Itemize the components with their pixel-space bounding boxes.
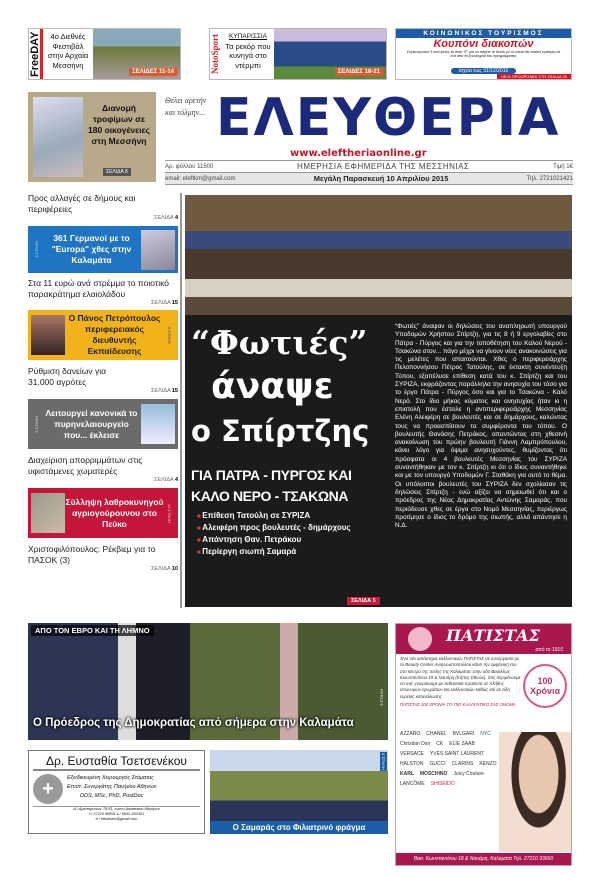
- brand-logo: CLARINS: [451, 761, 474, 767]
- brand-logo: AZZARO: [400, 731, 421, 737]
- lead-headline-1: “Φωτιές”: [191, 323, 368, 362]
- newspaper-logo: ΕΛΕΥΘΕΡΙΑ: [216, 88, 561, 148]
- brand-logo: GUCCI: [429, 761, 446, 767]
- brand-logo: YVES SAINT LAURENT: [429, 751, 484, 757]
- subtitle: ΗΜΕΡΗΣΙΑ ΕΦΗΜΕΡΙΔΑ ΤΗΣ ΜΕΣΣΗΝΙΑΣ: [297, 162, 470, 171]
- item-text: Διαχείριση απορριμμάτων στις υφιστάμενες χωματερές: [28, 455, 143, 476]
- team-photo: [274, 29, 386, 79]
- page-tag: 4 ΣΤΗΛΗ: [34, 241, 39, 258]
- freeday-brand: FreeDAY: [29, 29, 43, 79]
- coupon-text: Συγκεντρώστε 3 από φέτος τα στην "Ε" για να πάρετε το δελτίο με το οποίο θα πάνετε κράτηση σε ένα από τα ξενοδοχεία του προγράμματος: [406, 50, 561, 59]
- list-item[interactable]: [28, 366, 178, 399]
- teaser-petropoulos[interactable]: [28, 310, 178, 360]
- brand-logo: SHISEIDO: [430, 781, 455, 787]
- food-distribution-teaser[interactable]: [28, 92, 156, 182]
- page-tag: 6 ΣΤΗΛΗ: [167, 326, 172, 344]
- column-divider: [180, 193, 182, 608]
- president-photo[interactable]: [28, 623, 388, 740]
- price: Τιμή 1€: [553, 163, 573, 170]
- patistas-ad[interactable]: [395, 623, 572, 866]
- teaser-text: Ο Πάνος Πετρόπουλος περιφερειακός διευθυντής Εκπαίδευσης: [68, 313, 161, 356]
- notosport-ad[interactable]: [209, 28, 387, 80]
- samaras-photo[interactable]: [210, 750, 388, 834]
- president-caption: Ο Πρόεδρος της Δημοκρατίας από σήμερα στην Καλαμάτα: [33, 717, 354, 729]
- festival-photo: [93, 29, 180, 79]
- brand-logo: ELIE SAAB: [449, 741, 475, 747]
- list-item[interactable]: [28, 544, 178, 572]
- page-ref: ΣΕΛΙΔΑ 10: [151, 566, 178, 572]
- dental-cross-icon: +: [33, 774, 63, 804]
- doctor-address: Δ./ Αριστομένους 79-81, έναντι Δικαστικού Μεγάρου: [73, 807, 160, 811]
- page-ref: ΣΕΛΙΔΕΣ 11-14: [129, 68, 177, 76]
- page-tag: 6 ΣΤΗΛΗ: [34, 415, 39, 433]
- portrait-photo: [31, 315, 65, 355]
- food-text: Διανομή τροφίμων σε 180 οικογένειες στη Μεσσήνη: [88, 103, 150, 146]
- lead-headline-2: άναψε: [211, 366, 334, 407]
- notosport-brand: NotoSport: [210, 34, 220, 74]
- brand-logo: CK: [436, 741, 444, 747]
- boar-photo: [31, 493, 65, 533]
- brand-logo: BVLGARI: [452, 731, 475, 737]
- doctor-email: e./ eftsetsen@gmail.com: [95, 817, 138, 821]
- info-line-2: [165, 172, 573, 185]
- brand-logo: NYC: [480, 731, 491, 737]
- patistas-brand: ΠΑΤΙΣΤΑΣ: [446, 626, 540, 645]
- patistas-text: Ένα νέο κατάστημα καλλυντικών ΠΑΤΙΣΤΑΣ σε συνεργασία με το Beauty Center Αναγνωστοπούλου κάνει την εμφάνισή του στο κέντρο της πόλης της Καλαμάτας στην οδό Βασιλέως Κωνσταντίνου 18 & Ναυάρη (Κήπος Εθνών). Σας περιμένουμε να σας γνωρίσουμε με εκθεσιακά προϊόντα σε πλήθος επώνυμων αρωμάτων και καλλυντικών καθώς και σε είδη ευρείας κατανάλωσης.: [400, 656, 521, 699]
- brand-logo: KENZO: [479, 761, 497, 767]
- bullet: ■ Αλειφέρη προς βουλευτές - δημάρχους: [197, 523, 389, 532]
- notosport-text: Τα ρεκόρ που κυνηγά στο ντέρμπι: [225, 41, 271, 70]
- lead-story[interactable]: [185, 195, 572, 607]
- brand-logo: HALSTON: [400, 761, 424, 767]
- patistas-logo-icon: [408, 627, 432, 651]
- coupon-header: ΚΟΙΝΩΝΙΚΟΣ ΤΟΥΡΙΣΜΟΣ: [396, 29, 571, 38]
- patistas-since: από το 1915: [535, 647, 563, 653]
- lead-headline-3: ο Σπίρτζης: [191, 414, 370, 448]
- brand-logos: [400, 731, 500, 787]
- doctor-phones: τ./ 27210 98891 κ./ 6932-530301: [88, 812, 145, 816]
- teaser-text: Σύλληψη λαθροκυνηγού αγριογούρουνου στο Πεύκο: [65, 496, 164, 529]
- lead-page-ref: ΣΕΛΙΔΑ 5: [347, 597, 380, 605]
- email: email: eleftkm@gmail.com: [165, 175, 236, 182]
- doctor-ad[interactable]: [28, 750, 205, 834]
- bullet: ■ Επίθεση Τατούλη σε ΣΥΡΙΖΑ: [197, 511, 389, 520]
- brand-logo: Christian Dior: [400, 741, 431, 747]
- meeting-photo: [185, 195, 572, 315]
- doctor-degrees: DDS, MSc, PhD, PostDoc: [80, 793, 144, 799]
- phone: Τηλ. 2721021421: [526, 175, 573, 182]
- website-link[interactable]: www.eleftheriaonline.gr: [290, 148, 427, 159]
- anniversary-badge: 100 Χρόνια: [523, 664, 567, 708]
- patistas-slogan: ΠΑΤΙΣΤΑΣ 100 ΧΡΟΝΙΑ ΤΟ ΠΙΟ ΚΑΛΛΥΝΤΙΚΟ ΣΑΣ ΟΝΟΜΑ: [400, 702, 516, 708]
- freeday-text: 4ο Διεθνές Φεστιβάλ στην Αρχαία Μεσσήνη: [47, 32, 89, 70]
- page-ref: ΣΕΛΙΔΑ 15: [151, 300, 178, 306]
- motto: Θέλει αρετήν και τόλμην...: [165, 96, 207, 117]
- lead-subhead: ΓΙΑ ΠΑΤΡΑ - ΠΥΡΓΟΣ ΚΑΙ ΚΑΛΟ ΝΕΡΟ - ΤΣΑΚΩΝΑ: [191, 467, 352, 504]
- issue-number: Αρ. φύλλου 11500: [165, 163, 214, 170]
- page-ref: ΣΕΛΙΔΕΣ 18-21: [335, 68, 383, 76]
- tourists-photo: [141, 230, 175, 270]
- doctor-line: Εξειδικευμένη Χειρουργός Στόματος: [67, 775, 154, 781]
- coupon-ad[interactable]: [395, 28, 572, 80]
- doctor-line: Επιστ. Συνεργάτης Παν/μίου Αθηνών: [67, 784, 157, 790]
- model-photo: [499, 732, 571, 852]
- freeday-ad[interactable]: [28, 28, 181, 80]
- teaser-poacher[interactable]: [28, 488, 178, 538]
- date: Μεγάλη Παρασκευή 10 Απριλίου 2015: [313, 174, 449, 183]
- info-line-1: [165, 160, 573, 172]
- notosport-kicker: ΚΥΠΑΡΙΣΣΙΑ: [228, 33, 268, 40]
- item-text: Προς αλλαγές σε δήμους και περιφέρειες: [28, 193, 136, 214]
- page-tag: 3 ΣΤΗΛΗ: [379, 689, 384, 706]
- brand-logo: CHANEL: [426, 731, 447, 737]
- item-text: Στα 11 ευρώ ανά στρέμμα το ποιοτικό παρακράτημα ελαιολάδου: [28, 278, 169, 299]
- coupon-validity: Ισχύει έως 31/12/2015: [451, 68, 517, 74]
- bullet: ■ Απάντηση Θαν. Πετράκου: [197, 535, 389, 544]
- page-tag: 9 ΣΤΗΛΗ: [381, 753, 386, 770]
- teaser-germans[interactable]: [28, 226, 178, 273]
- teaser-olive-mill[interactable]: [28, 399, 178, 449]
- list-item[interactable]: [28, 455, 178, 488]
- food-photo: [33, 97, 83, 177]
- teaser-text: Λειτουργεί κανονικά το πυρηνελαιουργείο που... έκλεισε: [45, 407, 138, 440]
- lead-body: “Φωτιές” άναψαν οι δηλώσεις του αναπληρωτή υπουργού Υποδομών Χρήστου Σπίρτζη, για τις 8 ή 9 εργολαβίες στο Πάτρα - Πύργος και για την τοποθέτηση του Καλού Νερού - Τσακώνα στον... πάγο μέχρι να γίνουν νέες ανακοινώσεις για τις μελέτες που απαιτούνται. Χθες ο περιφερειάρχης Πελοποννήσου Πέτρος Τατούλης, σε έκτακτη συνέντευξη Τύπου, εξαπέλυσε επίθεση κατά του κ. Σπίρτζη και του ΣΥΡΙΖΑ, εκφράζοντας παράλληλα την ανησυχία του τόσο για το έργο Πάτρα - Πύργος όσο και για το Τσακώνα - Καλό Νερό. Στο ίδιο μήκος κύματος και ανησυχίας ήταν κι η επιστολή που έστειλε η αντιπεριφερειάρχης Μεσσηνίας Ελένη Αλειφέρη σε βουλευτές και σε δημάρχους, καλώντας τους να προασπίσουν τα συμφέροντα του τόπου. Ο βουλευτής Θανάσης Πετράκος, απαντώντας στη χθεσινή ανακοίνωση του πρώην βουλευτή Γιάννη Λαμπρόπουλου, κάνει λόγο για όψιμα ανησυχούντες, θυμίζοντας ότι πρόσφατα οι 4 βουλευτές Μεσσηνίας του ΣΥΡΙΖΑ συναντήθηκαν με τον κ. Σπίρτζη κι ότι ο ίδιος συναντήθηκε και με τον υπουργό Υποδομών Γ. Σταθάκη για αυτό το θέμα. Οι υπόλοιποι βουλευτές του ΣΥΡΙΖΑ δεν σχολίασαν τις δηλώσεις Σπίρτζη - ενώ αξίζει να σημειωθεί ότι και ο πρόεδρος της Νέας Δημοκρατίας Αντώνης Σαμαράς, που περιόδευσε χθες σε έργα στο Νομό Μεσσηνίας, περιέργως προτίμησε ο ίδιος το δρόμο της σιωπής, αλλά απάντησε η Ν.Δ.: [395, 323, 567, 530]
- list-item[interactable]: [28, 193, 178, 226]
- item-text: Ρύθμιση δανείων για 31.000 αγρότες: [28, 366, 107, 387]
- doctor-name: Δρ. Ευσταθία Τσετσενέκου: [33, 754, 200, 771]
- patistas-address: Βασ. Κωνσταντίνου 18 & Ναυάρη, Καλαμάτα Τηλ. 27210 93660: [396, 853, 571, 865]
- teaser-text: 361 Γερμανοί με το "Europa" χθες στην Καλαμάτα: [51, 233, 132, 265]
- left-column: [28, 193, 178, 572]
- page-ref: ΣΕΛΙΔΑ 4: [154, 477, 178, 483]
- smoke-photo: [141, 404, 175, 444]
- item-text: Χριστοφιλόπουλος: Ρέκβιεμ για το ΠΑΣΟΚ (3): [28, 544, 156, 565]
- bullet: ■ Περίεργη σιωπή Σαμαρά: [197, 547, 389, 556]
- samaras-caption: Ο Σαμαράς στο Φιλιατρινό φράγμα: [210, 821, 388, 834]
- page-ref: ΣΕΛΙΔΑ 8: [103, 168, 131, 176]
- brand-logo: KARL: [400, 771, 414, 777]
- president-kicker: ΑΠΟ ΤΟΝ ΕΒΡΟ ΚΑΙ ΤΗ ΛΗΜΝΟ: [31, 625, 154, 636]
- brand-logo: VERSACE: [400, 751, 424, 757]
- page-ref: ΣΕΛΙΔΑ 15: [151, 388, 178, 394]
- coupon-footer: ΝΕΟΙ ΠΡΟΟΡΙΣΜΟΙ ΣΤΗ ΣΕΛΙΔΑ 26: [497, 74, 571, 79]
- brand-logo: MOSCHINO: [419, 771, 448, 777]
- brand-logo: LANCÔME: [400, 781, 425, 787]
- coupon-title: Κουπόνι διακοπών: [433, 38, 534, 50]
- list-item[interactable]: [28, 278, 178, 310]
- page-tag: 10 ΣΤΗΛΗ: [167, 503, 172, 523]
- page-ref: ΣΕΛΙΔΑ 4: [154, 215, 178, 221]
- lead-bullets: [191, 511, 389, 556]
- brand-logo: Juicy Couture: [453, 771, 484, 777]
